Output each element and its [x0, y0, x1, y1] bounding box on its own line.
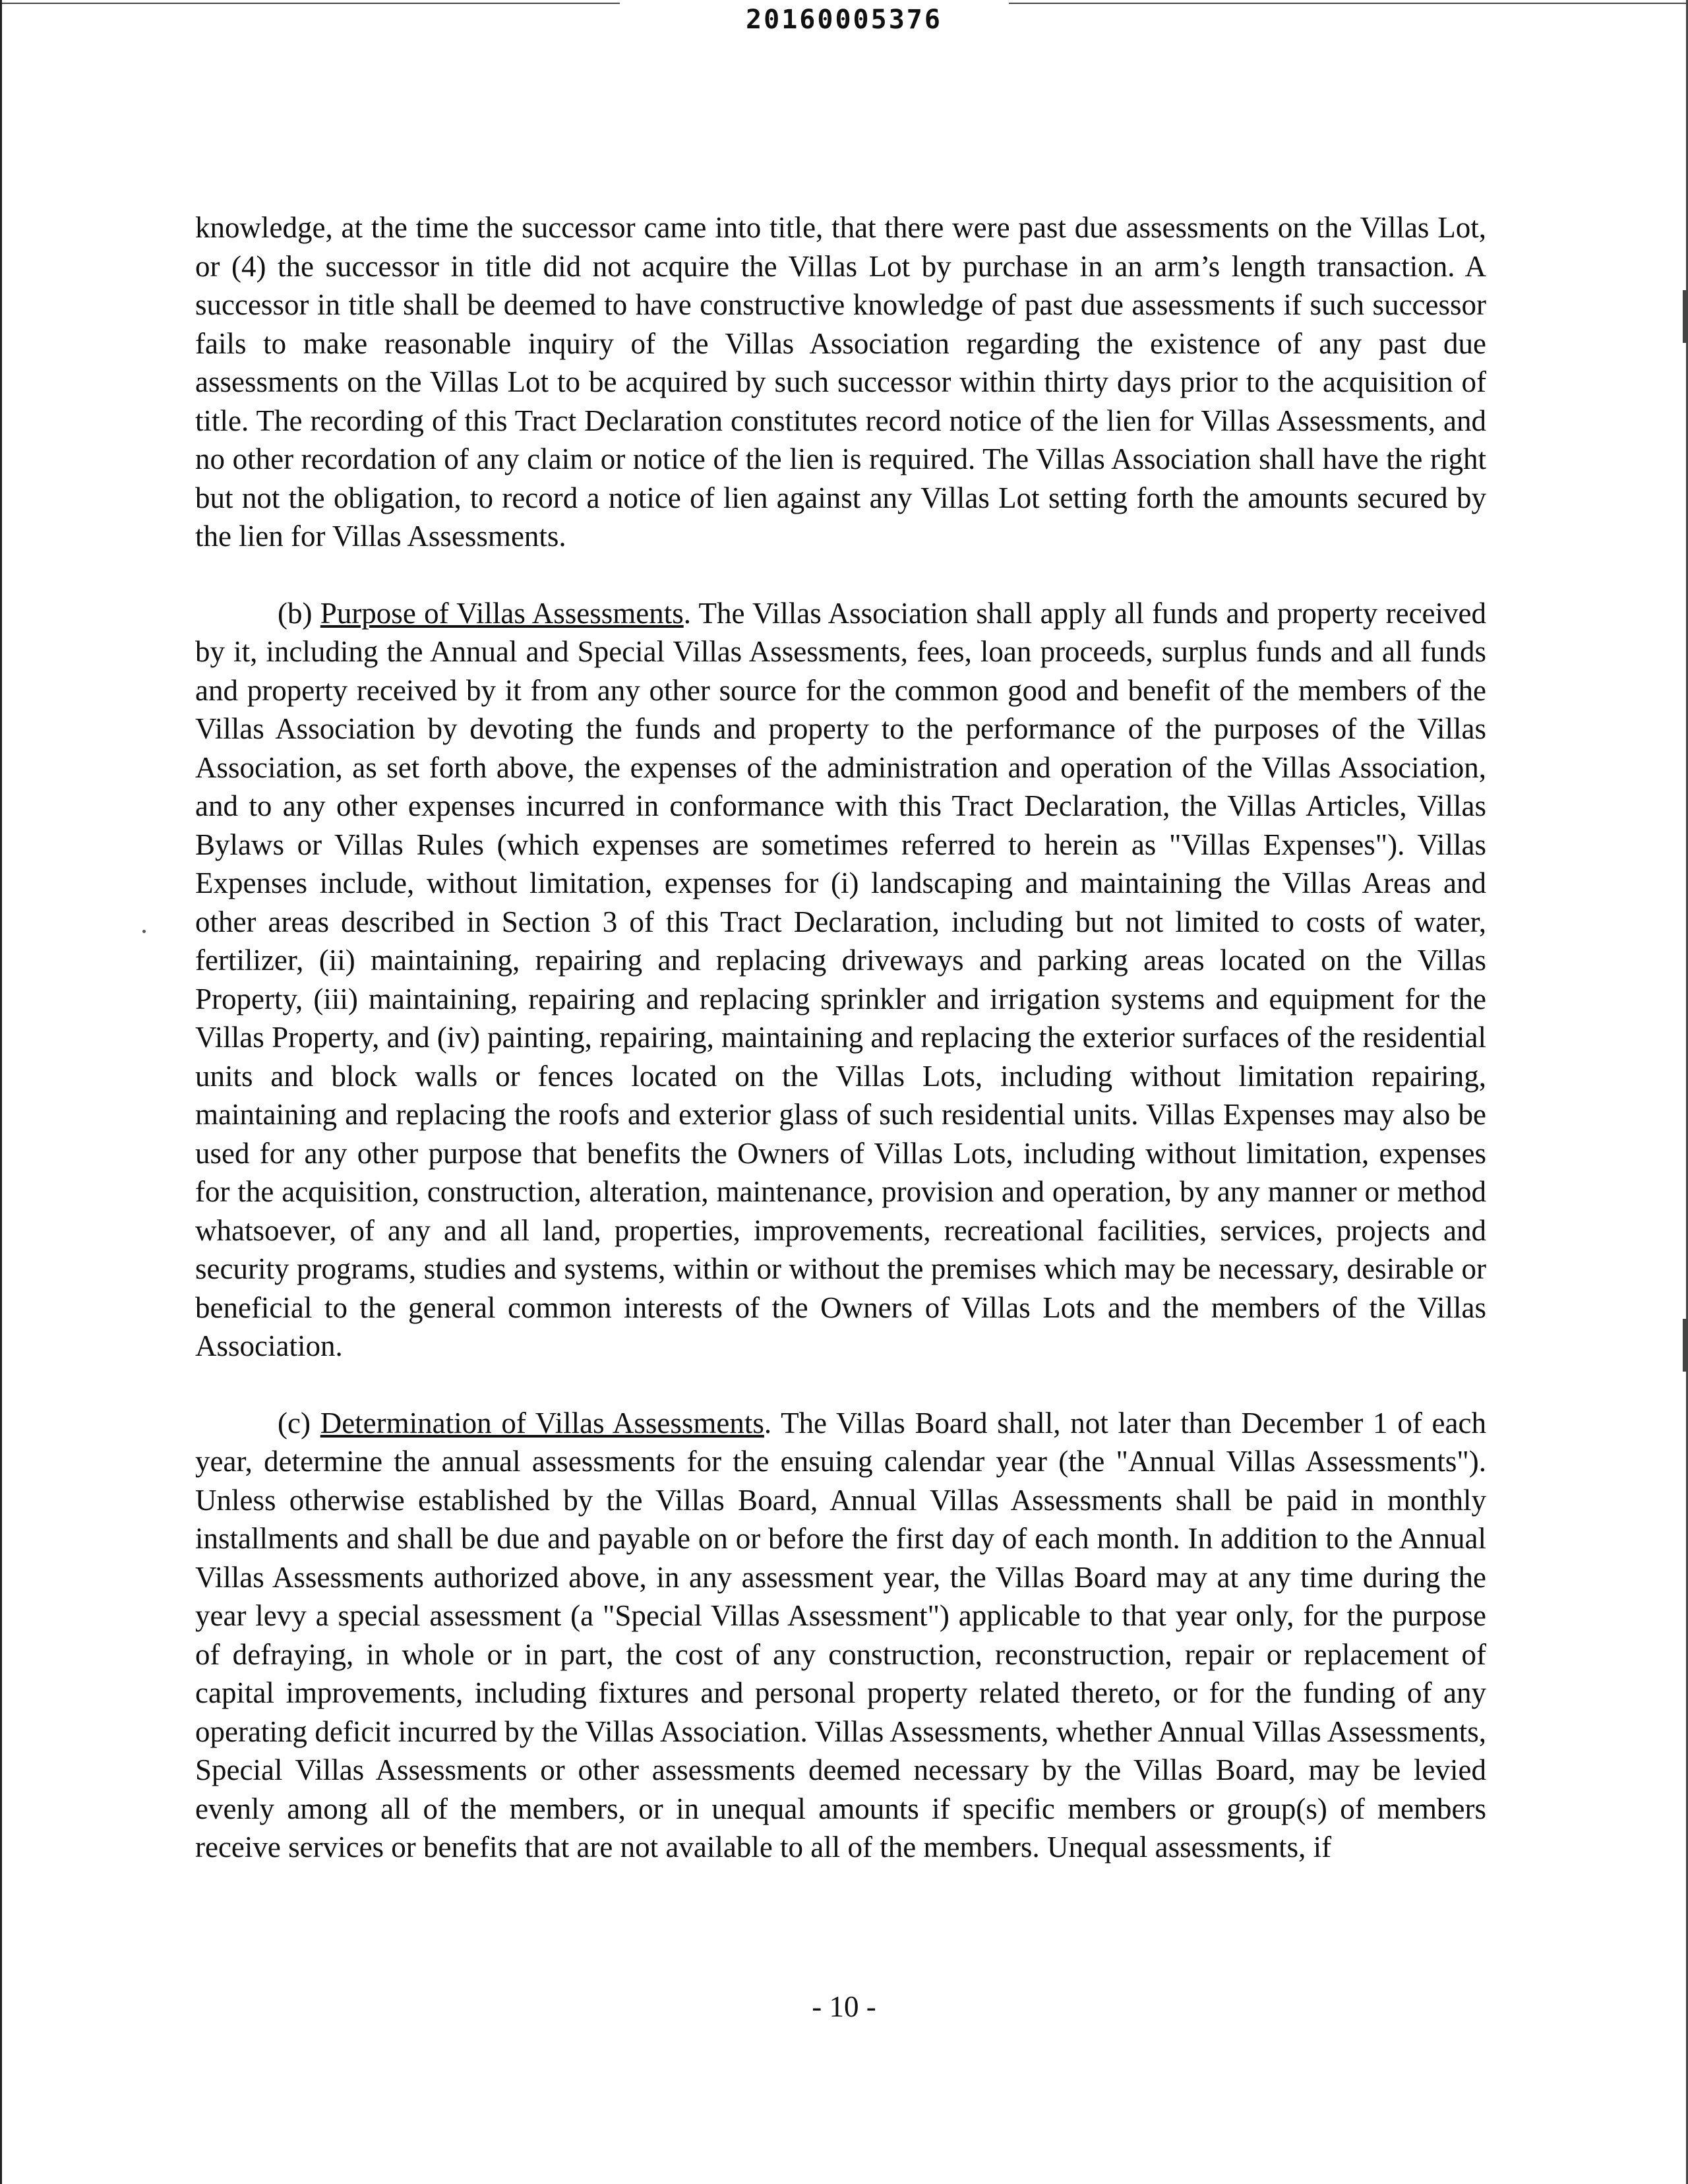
- page-number: - 10 -: [812, 1990, 876, 2023]
- recording-number: 20160005376: [746, 5, 942, 35]
- section-b-label: (b): [278, 596, 320, 630]
- scan-left-edge: [0, 0, 2, 2184]
- section-b-text: . The Villas Association shall apply all funds and property received by it, including the Annual and Special Villas Assessments, fees, loan proceeds, surplus funds and all funds and property received by it from any other source for the common good and benefit of the members of the Villas Association by devoting the funds and property to the performance of the purposes of the Villas Association, as set forth above, the expenses of the administration and operation of the Villas Association, and to any other expenses incurred in conformance with this Tract Declaration, the Villas Articles, Villas Bylaws or Villas Rules (which expenses are sometimes referred to herein as "Villas Expenses"). Villas Expenses include, without limitation, expenses for (i) landscaping and maintaining the Villas Areas and other areas described in Section 3 of this Tract Declaration, including but not limited to costs of water, fertilizer, (ii) maintaining, repairing and replacing driveways and parking areas located on the Villas Property, (iii) maintaining, repairing and replacing sprinkler and irrigation systems and equipment for the Villas Property, and (iv) painting, repairing, maintaining and replacing the exterior surfaces of the residential units and block walls or fences located on the Villas Lots, including without limitation repairing, maintaining and replacing the roofs and exterior glass of such residential units. Villas Expenses may also be used for any other purpose that benefits the Owners of Villas Lots, including without limitation, expenses for the acquisition, construction, alteration, maintenance, provision and operation, by any manner or method whatsoever, of any and all land, properties, improvements, recreational facilities, services, projects and security programs, studies and systems, within or without the premises which may be necessary, desirable or beneficial to the general common interests of the Owners of Villas Lots and the members of the Villas Association.: [195, 596, 1486, 1362]
- section-c-heading: Determination of Villas Assessments: [320, 1406, 764, 1440]
- section-c-text: . The Villas Board shall, not later than December 1 of each year, determine the annual assessments for the ensuing calendar year (the "Annual Villas Assessments"). Unless otherwise established by the Villas Board, Annual Villas Assessments shall be paid in monthly installments and shall be due and payable on or before the first day of each month. In addition to the Annual Villas Assessments authorized above, in any assessment year, the Villas Board may at any time during the year levy a special assessment (a "Special Villas Assessment") applicable to that year only, for the purpose of defraying, in whole or in part, the cost of any construction, reconstruction, repair or replacement of capital improvements, including fixtures and personal property related thereto, or for the funding of any operating deficit incurred by the Villas Association. Villas Assessments, whether Annual Villas Assessments, Special Villas Assessments or other assessments deemed necessary by the Villas Board, may be levied evenly among all of the members, or in unequal amounts if specific members or group(s) of members receive services or benefits that are not available to all of the members. Unequal assessments, if: [195, 1406, 1486, 1864]
- section-b-paragraph: [195, 594, 1486, 1366]
- section-c-label: (c): [278, 1406, 320, 1440]
- paragraph-continuation: knowledge, at the time the successor came into title, that there were past due assessments on the Villas Lot, or (4) the successor in title did not acquire the Villas Lot by purchase in an arm’s length transaction. A successor in title shall be deemed to have constructive knowledge of past due assessments if such successor fails to make reasonable inquiry of the Villas Association regarding the existence of any past due assessments on the Villas Lot to be acquired by such successor within thirty days prior to the acquisition of title. The recording of this Tract Declaration constitutes record notice of the lien for Villas Assessments, and no other recordation of any claim or notice of the lien is required. The Villas Association shall have the right but not the obligation, to record a notice of lien against any Villas Lot setting forth the amounts secured by the lien for Villas Assessments.: [195, 211, 1486, 553]
- scan-edge-tick: [1683, 290, 1688, 343]
- scan-speck: [142, 930, 146, 933]
- document-body: [195, 208, 1486, 1905]
- scan-edge-tick: [1683, 1319, 1688, 1372]
- section-c-paragraph: [195, 1404, 1486, 1867]
- section-b-heading: Purpose of Villas Assessments: [320, 596, 684, 630]
